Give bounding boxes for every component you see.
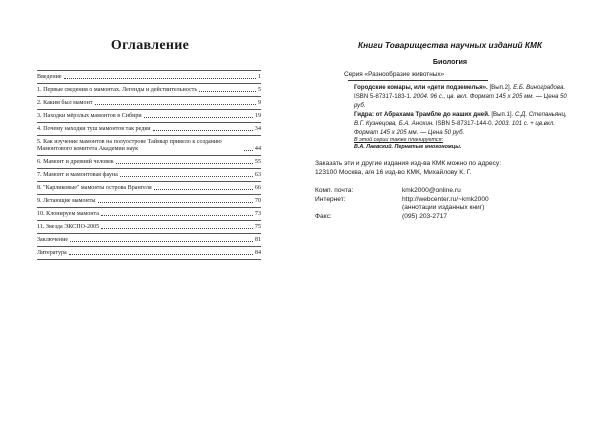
toc-entry[interactable] [37, 207, 261, 220]
book-format: 2004. 96 с., цв. вкл. Формат 145 х 205 мм. [411, 93, 535, 100]
contact-row-annotation [315, 204, 595, 213]
contact-label: Факс: [315, 212, 332, 220]
toc-entry-text: 4. Почему находки туш мамонтов так редки [37, 125, 151, 132]
toc-entry-text: 9. Летающие мамонты [37, 197, 96, 204]
book-isbn: ISBN 5-87317-144-0. [433, 120, 494, 127]
subject-heading: Биология [432, 57, 468, 66]
toc-entry[interactable] [37, 71, 261, 83]
book-isbn: ISBN 5-87317-183-1. [354, 93, 412, 100]
toc-entry-page: 84 [254, 249, 261, 256]
book-issue: [Вып.2]. [487, 84, 512, 91]
book-issue: [Вып.1]. [489, 111, 514, 118]
website-note: (аннотации изданных книг) [402, 204, 485, 211]
toc-entry-page: 44 [254, 145, 261, 152]
book-entry-hydra [354, 110, 574, 137]
toc-leader [70, 241, 253, 242]
toc-entry[interactable] [37, 135, 261, 155]
toc-entry-text: Введение [37, 73, 62, 80]
toc-entry-page: 19 [254, 112, 261, 119]
toc-entry[interactable] [37, 168, 261, 181]
contacts-block [315, 187, 595, 221]
planned-book: В.А. Лаевский. Пернатые многоножцы. [354, 144, 462, 150]
book-price: — Цена 50 руб. [418, 129, 465, 136]
toc-entry-page: 63 [254, 171, 261, 178]
contact-label: Комп. почта: [315, 187, 354, 194]
book-author: С.Д. Степаньянц, В.Г. Кузнецова, Б.А. Анохин. [354, 111, 567, 127]
contact-label: Интернет: [315, 195, 346, 203]
contact-row-email [315, 187, 595, 196]
toc-leader [64, 78, 256, 79]
toc-entry-text: 10. Клонируем мамонта [37, 210, 99, 217]
toc-entry-text: Заключение [37, 236, 69, 243]
toc-leader [120, 176, 253, 177]
book-format: 2003. 101 с. + цв.вкл. Формат 145 х 205 мм. [354, 120, 555, 136]
toc-entry-page: 55 [254, 158, 261, 165]
toc-entry-text: 6. Мамонт и древний человек [37, 158, 114, 165]
book-title: Городские комары, или «дети подземелья». [354, 84, 488, 91]
table-of-contents [37, 70, 261, 260]
contact-label [315, 204, 402, 213]
series-divider [348, 80, 488, 81]
toc-leader [154, 189, 253, 190]
toc-leader [101, 215, 253, 216]
toc-entry-text: 5. Как изучение мамонтов на полуострове Таймыр привело к созданию Мамонтового комитета Академии наук [37, 138, 222, 152]
series-block [344, 71, 574, 81]
toc-entry-text: 7. Мамонт и мамонтовая фауна [37, 171, 118, 178]
planned-note: В этой серии также планируется: [354, 137, 443, 143]
order-address: 123100 Москва, а/я 16 изд-во КМК, Михайлову К. Г. [315, 169, 472, 176]
fax-number: (095) 203-2717 [402, 212, 448, 220]
toc-entry-page: 70 [254, 197, 261, 204]
contact-row-fax [315, 213, 595, 222]
toc-leader [95, 104, 256, 105]
toc-entry[interactable] [37, 96, 261, 109]
toc-entry[interactable] [37, 109, 261, 122]
toc-entry-page: 5 [257, 86, 261, 93]
toc-entry-page: 66 [254, 184, 261, 191]
planned-block [354, 137, 574, 151]
toc-entry[interactable] [37, 83, 261, 96]
toc-leader [69, 254, 253, 255]
toc-entry-text: Литература [37, 249, 67, 256]
contact-row-internet [315, 196, 595, 205]
toc-entry[interactable] [37, 181, 261, 194]
toc-entry-text: 1. Первые сведения о мамонтах. Легенды и действительность [37, 86, 198, 93]
toc-entry[interactable] [37, 155, 261, 168]
order-info [315, 159, 595, 177]
toc-leader [98, 202, 253, 203]
toc-entry-page: 75 [254, 223, 261, 230]
toc-leader [101, 228, 253, 229]
toc-leader [199, 91, 256, 92]
toc-entry-text: 11. Звезда ЭКСПО-2005 [37, 223, 100, 230]
toc-leader [144, 117, 253, 118]
toc-entry[interactable] [37, 122, 261, 135]
toc-entry-page: 81 [254, 236, 261, 243]
toc-entry-page: 73 [254, 210, 261, 217]
toc-entry[interactable] [37, 220, 261, 233]
toc-leader [244, 150, 253, 151]
book-author: Е.Б. Виноградова. [511, 84, 566, 91]
toc-entry[interactable] [37, 233, 261, 246]
toc-entry-page: 34 [254, 125, 261, 132]
website-link[interactable]: http://webcenter.ru/~kmk2000 [402, 195, 489, 203]
toc-leader [116, 163, 253, 164]
right-page [300, 0, 600, 424]
toc-entry-page: 1 [257, 73, 261, 80]
book-title: Гидра: от Абрахама Трамбле до наших дней. [354, 111, 490, 118]
book-price: — Цена 50 руб. [354, 93, 567, 109]
toc-entry-page: 9 [257, 99, 261, 106]
toc-entry[interactable] [37, 246, 261, 259]
toc-entry[interactable] [37, 194, 261, 207]
series-title: Серия «Разнообразие животных» [344, 71, 445, 78]
toc-entry-text: 8. "Карликовые" мамонты острова Врангеля [37, 184, 152, 191]
toc-leader [153, 130, 253, 131]
toc-entry-text: 2. Каким был мамонт [37, 99, 93, 106]
toc-entry-text: 3. Находки мёрзлых мамонтов в Сибири [37, 112, 142, 119]
book-entry-mosquitoes [354, 83, 574, 110]
publisher-header: Книги Товарищества научных изданий КМК [357, 40, 543, 50]
toc-title: Оглавление [110, 38, 190, 53]
email-link[interactable]: kmk2000@online.ru [402, 187, 461, 194]
order-line: Заказать эти и другие издания изд-ва КМК можно по адресу: [315, 160, 502, 167]
